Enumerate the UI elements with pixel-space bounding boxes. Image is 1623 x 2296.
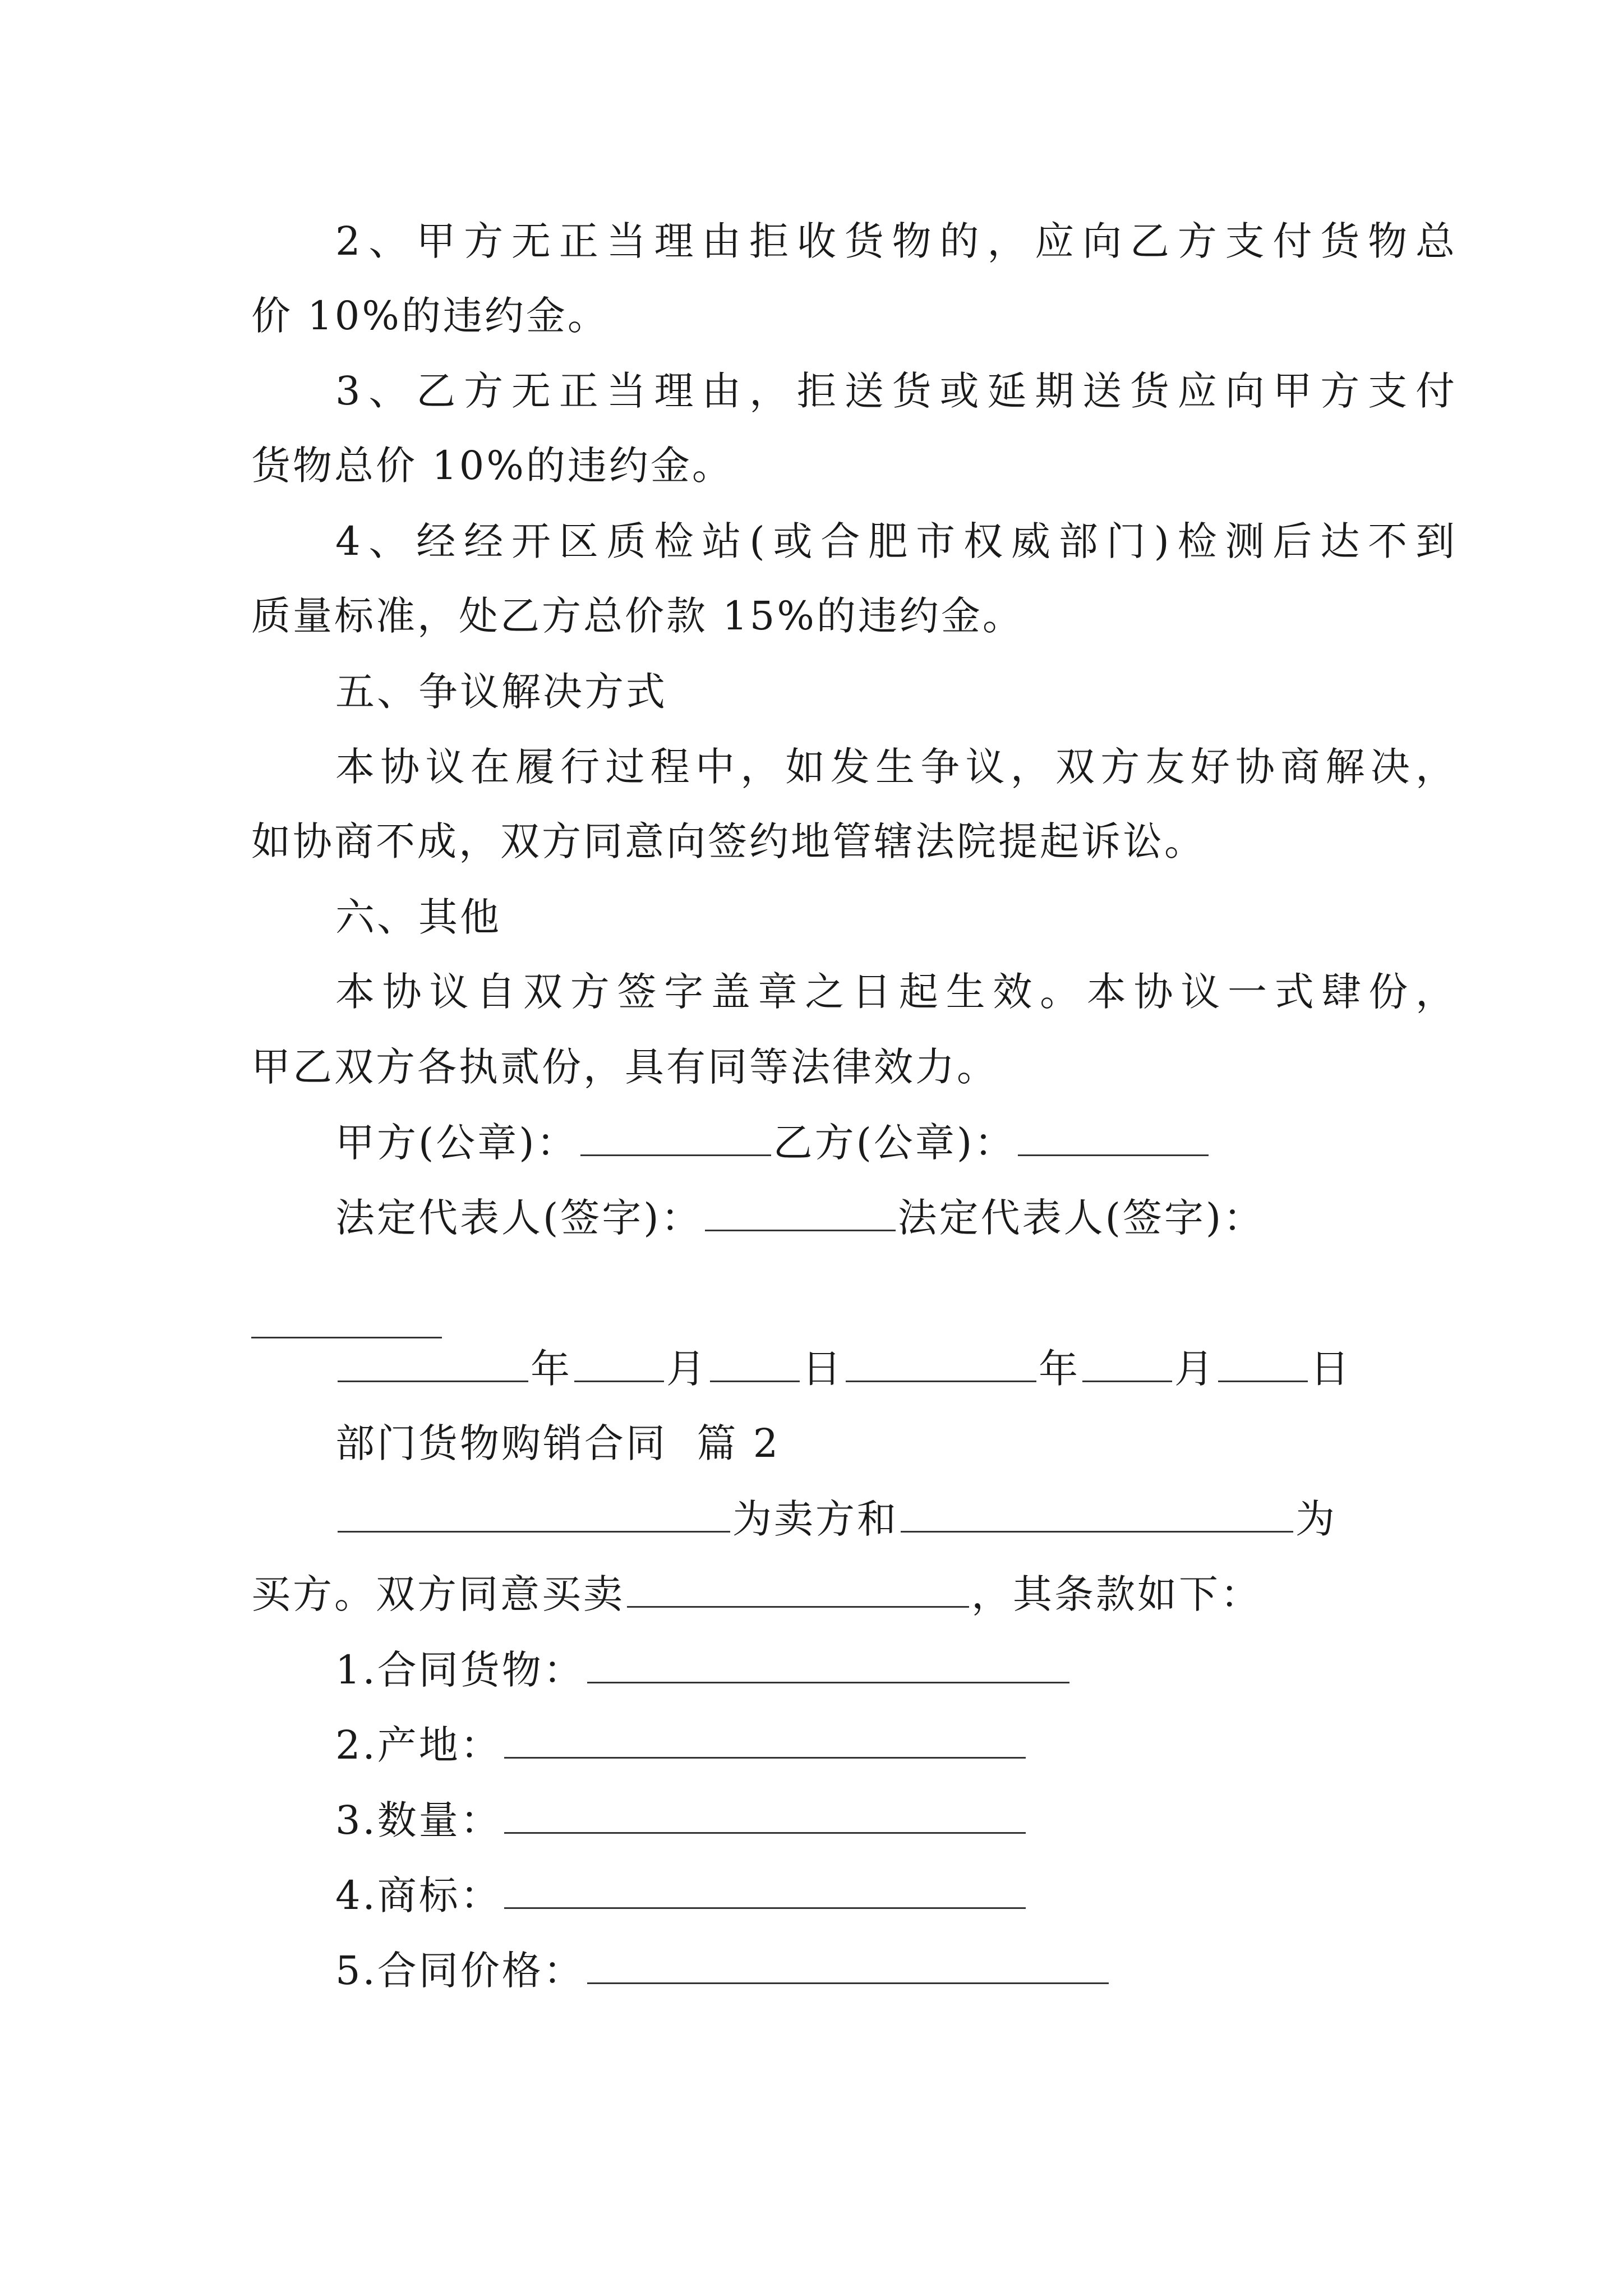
date-a-day-label: 日 bbox=[802, 1346, 843, 1392]
clause-3-line-1: 3、乙方无正当理由，拒送货或延期送货应向甲方支付 bbox=[335, 368, 1457, 414]
item-2-label: 2.产地： bbox=[335, 1722, 502, 1768]
date-b-year-blank[interactable] bbox=[846, 1346, 1036, 1382]
buyer-blank[interactable] bbox=[901, 1496, 1293, 1533]
party-b-seal-label: 乙方(公章)： bbox=[773, 1120, 1016, 1166]
date-b-day-blank[interactable] bbox=[1218, 1346, 1308, 1382]
item-3-blank[interactable] bbox=[504, 1797, 1026, 1834]
clause-4-line-1: 4、经经开区质检站(或合肥市权威部门)检测后达不到 bbox=[335, 518, 1457, 564]
buyer-suffix: 为 bbox=[1295, 1496, 1337, 1542]
section-5-heading: 五、争议解决方式 bbox=[335, 669, 667, 715]
goods-blank[interactable] bbox=[627, 1571, 969, 1608]
section-6-para-line-2: 甲乙双方各执贰份，具有同等法律效力。 bbox=[251, 1044, 998, 1090]
date-a-month-blank[interactable] bbox=[574, 1346, 664, 1382]
date-b-year-label: 年 bbox=[1039, 1346, 1080, 1392]
item-4-label: 4.商标： bbox=[335, 1872, 502, 1918]
clause-2-line-1: 2、甲方无正当理由拒收货物的，应向乙方支付货物总 bbox=[335, 218, 1457, 264]
legal-rep-a-blank[interactable] bbox=[705, 1195, 896, 1231]
clause-2-line-2: 价 10%的违约金。 bbox=[251, 293, 609, 339]
contract-2-goods-line bbox=[251, 1569, 1262, 1619]
section-5-para-line-1: 本协议在履行过程中，如发生争议，双方友好协商解决， bbox=[335, 744, 1457, 790]
date-a-year-label: 年 bbox=[531, 1346, 572, 1392]
seal-line bbox=[335, 1117, 1211, 1168]
clause-4-line-2: 质量标准，处乙方总价款 15%的违约金。 bbox=[251, 593, 1024, 639]
legal-rep-b-blank[interactable] bbox=[251, 1337, 442, 1338]
contract-2-title: 部门货物购销合同 篇 2 bbox=[335, 1420, 781, 1466]
date-b-month-blank[interactable] bbox=[1082, 1346, 1172, 1382]
date-line bbox=[335, 1343, 1352, 1394]
party-a-seal-label: 甲方(公章)： bbox=[335, 1120, 578, 1166]
date-a-year-blank[interactable] bbox=[338, 1346, 528, 1382]
date-b-day-label: 日 bbox=[1310, 1346, 1352, 1392]
section-6-heading: 六、其他 bbox=[335, 894, 501, 940]
item-4-blank[interactable] bbox=[504, 1872, 1026, 1909]
date-a-month-label: 月 bbox=[666, 1346, 708, 1392]
item-5-label: 5.合同价格： bbox=[335, 1948, 585, 1994]
section-5-para-line-2: 如协商不成，双方同意向签约地管辖法院提起诉讼。 bbox=[251, 818, 1206, 864]
item-4-line bbox=[335, 1870, 1028, 1921]
legal-rep-line bbox=[335, 1193, 1265, 1243]
item-1-blank[interactable] bbox=[587, 1647, 1069, 1683]
date-b-month-label: 月 bbox=[1174, 1346, 1216, 1392]
legal-rep-b-label: 法定代表人(签字)： bbox=[897, 1195, 1265, 1241]
seller-blank[interactable] bbox=[338, 1496, 730, 1533]
item-2-blank[interactable] bbox=[504, 1722, 1026, 1759]
item-3-line bbox=[335, 1795, 1028, 1846]
seller-suffix: 为卖方和 bbox=[732, 1496, 898, 1542]
date-a-day-blank[interactable] bbox=[710, 1346, 800, 1382]
item-5-blank[interactable] bbox=[587, 1948, 1109, 1984]
party-a-seal-blank[interactable] bbox=[580, 1120, 771, 1156]
contract-2-parties-line bbox=[335, 1494, 1337, 1544]
section-6-para-line-1: 本协议自双方签字盖章之日起生效。本协议一式肆份， bbox=[335, 969, 1457, 1015]
item-1-line bbox=[335, 1645, 1072, 1695]
legal-rep-a-label: 法定代表人(签字)： bbox=[335, 1195, 703, 1241]
item-1-label: 1.合同货物： bbox=[335, 1647, 585, 1693]
goods-prefix: 买方。双方同意买卖 bbox=[251, 1571, 625, 1617]
clause-3-line-2: 货物总价 10%的违约金。 bbox=[251, 443, 734, 489]
item-3-label: 3.数量： bbox=[335, 1797, 502, 1843]
goods-suffix: ，其条款如下： bbox=[971, 1571, 1262, 1617]
item-2-line bbox=[335, 1720, 1028, 1770]
party-b-seal-blank[interactable] bbox=[1018, 1120, 1209, 1156]
item-5-line bbox=[335, 1945, 1111, 1996]
